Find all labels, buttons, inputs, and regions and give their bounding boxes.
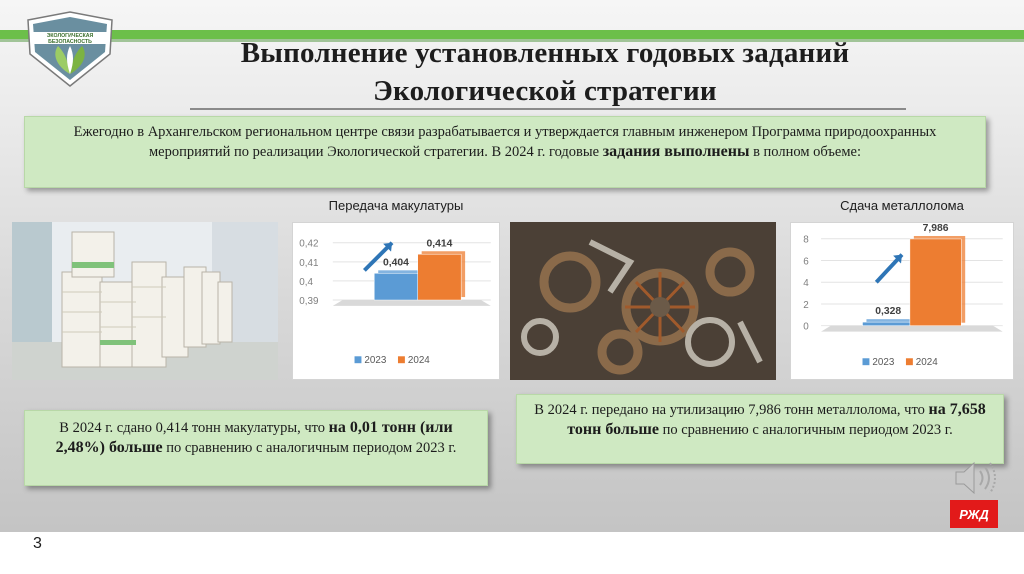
paper-chart (292, 222, 500, 380)
title-divider (190, 108, 906, 110)
metal-note-text-2: по сравнению с аналогичным периодом 2023 г. (658, 422, 953, 438)
bar-2023 (374, 273, 417, 300)
bar-2023 (863, 322, 914, 326)
metal-chart (790, 222, 1014, 380)
intro-text-1: Ежегодно в Архангельском региональном центре связи разрабатывается и утверждается главным инженером Программа природоохранных мероприятий по реализации Экологической стратегии. В 2024 г. годовые (73, 124, 937, 160)
intro-box (24, 116, 986, 188)
metal-note-text-1: В 2024 г. передано на утилизацию 7,986 тонн металлолома, что (534, 402, 929, 418)
paper-note-text-2: по сравнению с аналогичным периодом 2023 г. (162, 440, 457, 456)
legend-label: 2024 (915, 357, 938, 369)
data-label: 0,414 (426, 238, 453, 250)
title-line-1: Выполнение установленных годовых заданий (240, 37, 850, 69)
y-tick-label: 4 (803, 278, 809, 290)
y-tick-label: 2 (803, 299, 809, 311)
rzd-logo-text: РЖД (959, 507, 989, 522)
legend-swatch-2023 (863, 358, 870, 365)
y-tick-label: 0 (803, 321, 809, 333)
y-tick-label: 0,4 (299, 276, 313, 288)
y-tick-label: 8 (803, 234, 809, 246)
logo-text-1: ЭКОЛОГИЧЕСКАЯ (46, 33, 94, 39)
logo-text-2: БЕЗОПАСНОСТЬ (48, 39, 92, 45)
data-label: 0,328 (875, 306, 902, 318)
legend-swatch-2023 (355, 356, 362, 363)
eco-safety-logo (22, 10, 118, 88)
paper-note-text-1: В 2024 г. сдано 0,414 тонн макулатуры, что (59, 420, 329, 436)
scrap-metal-photo (510, 222, 776, 380)
chart-title-paper: Передача макулатуры (328, 198, 464, 213)
intro-text-bold: задания выполнены (602, 143, 750, 160)
data-label: 0,404 (383, 257, 409, 269)
legend-label: 2023 (872, 357, 895, 369)
intro-text-2: в полном объеме: (749, 144, 861, 160)
y-tick-label: 0,41 (299, 257, 319, 269)
metal-note-box (516, 394, 1004, 464)
slide-footer (0, 532, 1024, 574)
metal-note-bold: на 7,658 тонн больше (567, 401, 986, 438)
paper-note-bold: на 0,01 тонн (или 2,48%) больше (55, 419, 453, 456)
data-label: 7,986 (922, 223, 949, 235)
bar-2024 (418, 254, 461, 300)
legend-swatch-2024 (398, 356, 405, 363)
chart-floor (821, 326, 1003, 332)
paper-stacks-photo (12, 222, 278, 380)
y-tick-label: 0,39 (299, 295, 319, 307)
title-block (150, 34, 940, 110)
page-number: 3 (33, 535, 42, 552)
paper-note-box (24, 410, 488, 486)
legend-label: 2023 (364, 355, 387, 367)
legend-label: 2024 (407, 355, 430, 367)
speaker-icon[interactable] (952, 458, 1000, 498)
y-tick-label: 0,42 (299, 238, 319, 250)
rzd-logo (950, 500, 998, 528)
legend-swatch-2024 (906, 358, 913, 365)
bar-2024 (910, 239, 961, 326)
title-line-2: Экологической стратегии (373, 75, 717, 107)
chart-floor (333, 300, 491, 306)
y-tick-label: 6 (803, 256, 809, 268)
chart-title-metal: Сдача металлолома (840, 198, 964, 213)
